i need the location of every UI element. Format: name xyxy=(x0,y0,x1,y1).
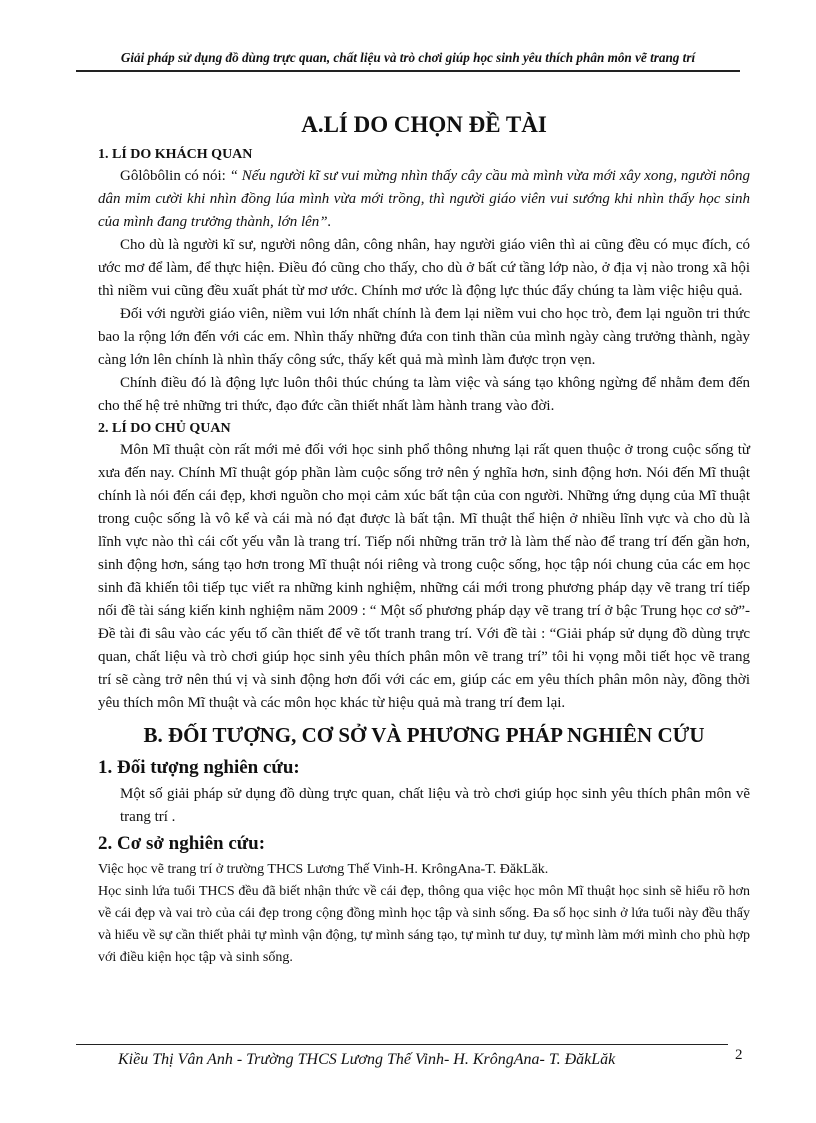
research-basis-heading: 2. Cơ sở nghiên cứu: xyxy=(98,833,266,854)
paragraph: Đối với người giáo viên, niềm vui lớn nhất chính là đem lại niềm vui cho học trò, đem lại nguồn tri thức bao la rộng lớn đến với các em. Nhìn thấy những đứa con tinh thần của mình ngày càng trưởng thành, ngày càng lớn lên chính là nhìn thấy công sức, thấy kết quả mà mình làm được trọn vẹn. xyxy=(98,306,750,368)
quote-text: “ Nếu người kĩ sư vui mừng nhìn thấy cây cầu mà mình vừa mới xây xong, người nông dân mỉm cười khi nhìn đồng lúa mình vừa mới trồng, thì người giáo viên vui sướng khi nhìn thấy học sinh của mình đang trưởng thành, lớn lên”. xyxy=(98,168,751,230)
research-basis-paragraph: Học sinh lứa tuổi THCS đều đã biết nhận thức về cái đẹp, thông qua việc học môn Mĩ thuật học sinh sẽ hiểu rõ hơn về cái đẹp và vai trò của cái đẹp trong cộng đồng mình học tập và sinh sống. Đa số học sinh ở lứa tuổi này đều thấy và hiểu về sự cần thiết phải tự mình vận động, tự mình sáng tạo, tự mình tư duy, tự mình làm mới mình cho phù hợp với điều kiện học tập và sinh sống. xyxy=(98,884,750,965)
footer-author: Kiều Thị Vân Anh - Trường THCS Lương Thế Vinh- H. KrôngAna- T. ĐăkLăk xyxy=(118,1051,616,1068)
running-header: Giải pháp sử dụng đồ dùng trực quan, chất liệu và trò chơi giúp học sinh yêu thích phân môn vẽ trang trí xyxy=(120,50,696,65)
objective-reason-heading: 1. LÍ DO KHÁCH QUAN xyxy=(98,147,253,162)
research-subject-paragraph: Một số giải pháp sử dụng đồ dùng trực quan, chất liệu và trò chơi giúp học sinh yêu thích phân môn vẽ trang trí . xyxy=(120,786,750,825)
header-rule xyxy=(76,70,740,72)
paragraph: Chính điều đó là động lực luôn thôi thúc chúng ta làm việc và sáng tạo không ngừng để nhằm đem đến cho thế hệ trẻ những tri thức, đạo đức cần thiết nhất làm hành trang vào đời. xyxy=(98,375,750,414)
quote-intro: Gôlôbôlin có nói: xyxy=(120,168,230,184)
quote-paragraph xyxy=(98,165,750,234)
paragraph: Cho dù là người kĩ sư, người nông dân, công nhân, hay người giáo viên thì ai cũng đều có mục đích, có ước mơ để làm, để thực hiện. Điều đó cũng cho thấy, cho dù ở bất cứ tầng lớp nào, ở địa vị nào trong xã hội thì niềm vui cũng đều xuất phát từ mơ ước. Chính mơ ước là động lực thúc đẩy chúng ta làm việc hiệu quả. xyxy=(98,237,750,299)
paragraph: Môn Mĩ thuật còn rất mới mẻ đối với học sinh phổ thông nhưng lại rất quen thuộc ở trong cuộc sống từ xưa đến nay. Chính Mĩ thuật góp phần làm cuộc sống trở nên ý nghĩa hơn, sinh động hơn. Nói đến Mĩ thuật chính là nói đến cái đẹp, khơi nguồn cho mọi cảm xúc bất tận của con người. Những ứng dụng của Mĩ thuật trong cuộc sống là vô kể và cái mà nó đạt được là bất tận. Mĩ thuật thể hiện ở nhiều lĩnh vực và cho dù là lĩnh vực nào thì cái cốt yếu vẫn là trang trí. Tiếp nối những trăn trở là làm thế nào để trang trí đến gần hơn, sinh động hơn, sáng tạo hơn trong Mĩ thuật nói riêng và trong cuộc sống, học tập nói chung của các em học sinh đã khiến tôi tiếp tục viết ra những kinh nghiệm, những cái mới trong phương pháp dạy vẽ trang trí tiếp nối đề tài sáng kiến kinh nghiệm năm 2009 : “ Một số phương pháp dạy vẽ trang trí ở bậc Trung học cơ sở”- Đề tài đi sâu vào các yếu tố cần thiết để vẽ tốt tranh trang trí. Với đề tài : “Giải pháp sử dụng đồ dùng trực quan, chất liệu và trò chơi giúp học sinh yêu thích phân môn vẽ trang trí” tôi hi vọng mỗi tiết học vẽ trang trí sẽ càng trở nên thú vị và sinh động hơn đối với các em, giúp các em yêu thích phân môn này, đồng thời yêu thích môn Mĩ thuật và các môn học khác từ hiệu quả mà trang trí đem lại. xyxy=(98,442,750,711)
research-subject-heading: 1. Đối tượng nghiên cứu: xyxy=(98,757,300,778)
page-body xyxy=(98,110,750,969)
page-number: 2 xyxy=(735,1047,743,1063)
subjective-reason-heading: 2. LÍ DO CHỦ QUAN xyxy=(98,421,231,436)
section-a-title: A.LÍ DO CHỌN ĐỀ TÀI xyxy=(301,112,547,137)
section-b-title: B. ĐỐI TƯỢNG, CƠ SỞ VÀ PHƯƠNG PHÁP NGHIÊN CỨU xyxy=(143,723,705,747)
footer-rule xyxy=(76,1044,728,1045)
research-basis-line: Việc học vẽ trang trí ở trường THCS Lương Thế Vinh-H. KrôngAna-T. ĐăkLăk. xyxy=(98,862,549,877)
